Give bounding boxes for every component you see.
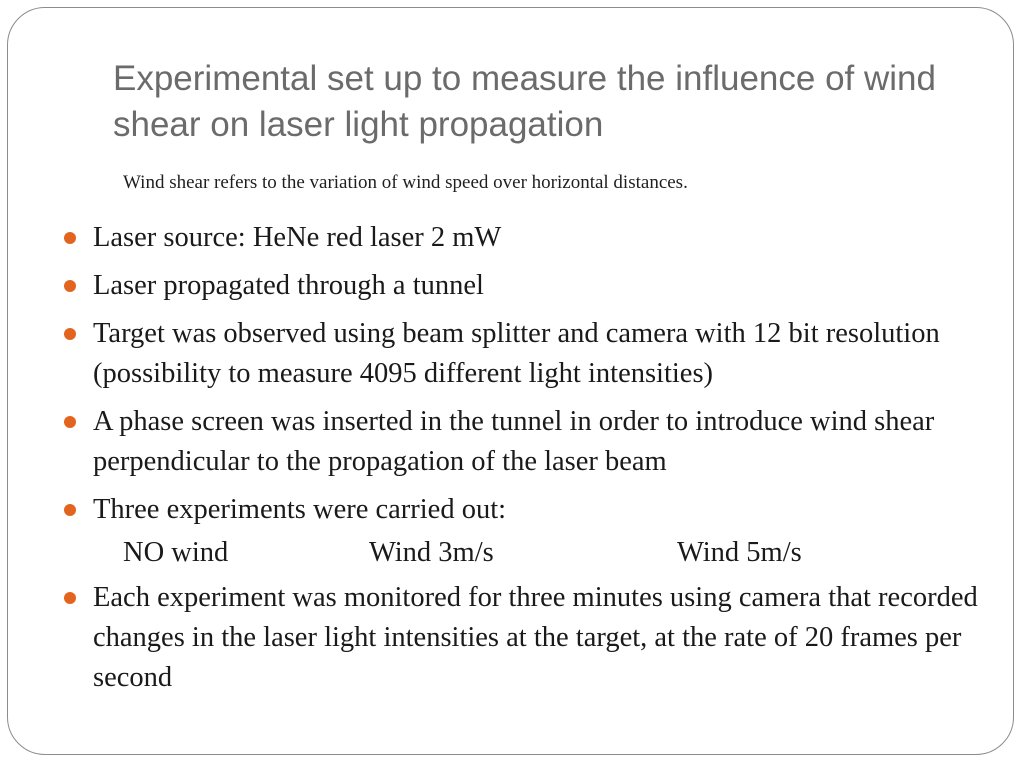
bullet-text: Laser source: HeNe red laser 2 mW	[93, 222, 502, 253]
bullet-text: Each experiment was monitored for three minutes using camera that recorded changes in the laser light intensities at the target, at the rate of 20 frames per second	[93, 582, 978, 693]
bullet-dot-icon	[64, 592, 76, 604]
slide-title: Experimental set up to measure the influence of wind shear on laser light propagation	[113, 59, 936, 144]
bullet-dot-icon	[64, 280, 76, 292]
bullet-item	[60, 402, 980, 482]
bullet-dot-icon	[64, 232, 76, 244]
experiment-label: Wind 3m/s	[369, 537, 494, 568]
bullet-dot-icon	[64, 504, 76, 516]
bullet-text: Laser propagated through a tunnel	[93, 270, 484, 301]
bullet-item	[60, 266, 980, 306]
bullet-dot-icon	[64, 416, 76, 428]
bullet-item	[60, 218, 980, 258]
bullet-text: A phase screen was inserted in the tunnel in order to introduce wind shear perpendicular to the propagation of the laser beam	[93, 406, 935, 477]
bullet-item	[60, 314, 980, 394]
slide-subtitle: Wind shear refers to the variation of wind speed over horizontal distances.	[123, 172, 688, 193]
bullet-item	[60, 490, 980, 530]
bullet-list	[60, 218, 980, 706]
bullet-text: Three experiments were carried out:	[93, 494, 507, 525]
experiment-label: NO wind	[123, 537, 229, 568]
bullet-dot-icon	[64, 328, 76, 340]
bullet-text: Target was observed using beam splitter and camera with 12 bit resolution (possibility to measure 4095 different light intensities)	[93, 318, 940, 389]
bullet-item	[60, 578, 980, 698]
experiment-label: Wind 5m/s	[677, 537, 802, 568]
experiments-row	[60, 534, 980, 572]
